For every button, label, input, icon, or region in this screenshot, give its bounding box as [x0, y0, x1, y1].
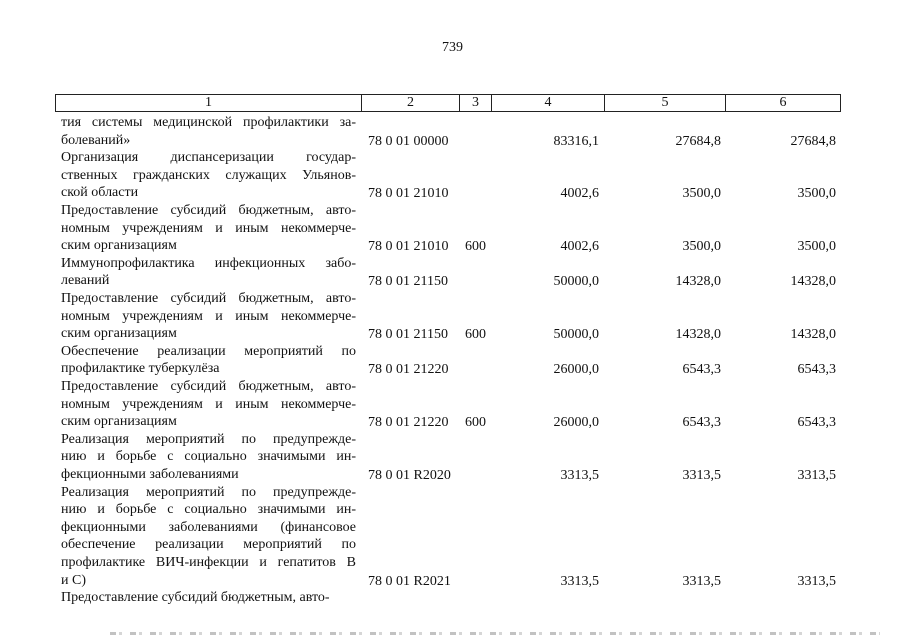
column-header-4: 4: [492, 95, 605, 111]
row-name-line: тия системы медицинской профилактики за-: [61, 115, 356, 130]
row-name: [61, 343, 356, 378]
row-name-line: обеспечение реализации мероприятий по: [61, 537, 356, 553]
scan-artifact: [110, 632, 880, 635]
row-name-line: Иммунопрофилактика инфекционных забо-: [61, 255, 356, 271]
row-name-line: болеваний»: [61, 132, 131, 148]
row-expense-type: 600: [465, 239, 486, 255]
row-value-2021: 6543,3: [797, 362, 836, 378]
row-value-2021: 27684,8: [790, 133, 836, 149]
row-name-line: Предоставление субсидий бюджетным, авто-: [61, 379, 356, 394]
column-header-3: 3: [460, 95, 492, 111]
row-name-line: ственных гражданских служащих Ульянов-: [61, 167, 356, 183]
row-name-line: Предоставление субсидий бюджетным, авто-: [61, 291, 356, 306]
row-name-line: номным учреждениям и иным некоммерче-: [61, 308, 356, 324]
row-code: 78 0 01 21010: [368, 186, 449, 202]
row-value-2021: 3500,0: [797, 186, 836, 202]
row-name-line: Предоставление субсидий бюджетным, авто-: [61, 203, 356, 218]
row-value-2019: 3313,5: [560, 467, 599, 483]
row-name-line: фекционными заболеваниями: [61, 466, 239, 482]
row-name-line: Организация диспансеризации государ-: [61, 150, 356, 166]
row-name: [61, 431, 356, 484]
row-name-line: Предоставление субсидий бюджетным, авто-: [61, 590, 330, 606]
row-name-line: ским организациям: [61, 238, 177, 254]
row-name-line: нию и борьбе с социально значимыми ин-: [61, 502, 356, 518]
row-code: 78 0 01 21150: [368, 327, 448, 343]
row-code: 78 0 01 00000: [368, 133, 449, 149]
row-value-2021: 14328,0: [790, 274, 836, 290]
row-value-2019: 3313,5: [560, 573, 599, 589]
row-name: [61, 378, 356, 431]
row-name: [61, 290, 356, 343]
row-value-2020: 3500,0: [682, 186, 721, 202]
row-code: 78 0 01 21150: [368, 274, 448, 290]
row-name-line: номным учреждениям и иным некоммерче-: [61, 396, 356, 412]
row-name-line: профилактике туберкулёза: [61, 361, 220, 377]
row-name: [61, 202, 356, 255]
row-expense-type: 600: [465, 327, 486, 343]
column-header-5: 5: [605, 95, 726, 111]
column-header-6: 6: [779, 95, 787, 110]
row-value-2019: 4002,6: [560, 239, 599, 255]
row-name-line: профилактике ВИЧ-инфекции и гепатитов В: [61, 554, 356, 570]
row-name-line: и С): [61, 572, 86, 588]
row-value-2021: 6543,3: [797, 415, 836, 431]
row-code: 78 0 01 R2020: [368, 467, 451, 483]
table-header: [55, 94, 841, 112]
row-code: 78 0 01 21220: [368, 362, 449, 378]
row-name-line: ской области: [61, 185, 139, 201]
row-value-2020: 14328,0: [675, 274, 721, 290]
row-value-2019: 50000,0: [553, 274, 599, 290]
row-value-2020: 3500,0: [682, 239, 721, 255]
row-name: [61, 255, 356, 290]
row-code: 78 0 01 21010: [368, 239, 449, 255]
row-name-line: Реализация мероприятий по предупрежде-: [61, 484, 356, 500]
row-name-line: леваний: [61, 273, 110, 289]
column-header-2: 2: [362, 95, 460, 111]
row-name-line: номным учреждениям и иным некоммерче-: [61, 220, 356, 236]
row-value-2020: 6543,3: [682, 415, 721, 431]
row-value-2020: 14328,0: [675, 327, 721, 343]
row-value-2020: 3313,5: [682, 467, 721, 483]
row-value-2019: 26000,0: [553, 415, 599, 431]
row-name: [61, 114, 356, 149]
row-code: 78 0 01 21220: [368, 415, 449, 431]
row-value-2019: 4002,6: [560, 186, 599, 202]
row-value-2021: 3500,0: [797, 239, 836, 255]
row-value-2020: 27684,8: [675, 133, 721, 149]
page-number: 739: [442, 40, 463, 55]
row-name-line: ским организациям: [61, 414, 177, 430]
column-header-1: 1: [56, 95, 362, 111]
row-name: [61, 149, 356, 202]
row-name-line: ским организациям: [61, 326, 177, 342]
row-expense-type: 600: [465, 415, 486, 431]
row-value-2021: 14328,0: [790, 327, 836, 343]
row-value-2020: 6543,3: [682, 362, 721, 378]
row-value-2021: 3313,5: [797, 573, 836, 589]
row-name-line: Обеспечение реализации мероприятий по: [61, 343, 356, 359]
row-value-2019: 26000,0: [553, 362, 599, 378]
row-name-line: Реализация мероприятий по предупрежде-: [61, 431, 356, 447]
row-name: [61, 484, 356, 590]
row-code: 78 0 01 R2021: [368, 573, 451, 589]
row-value-2021: 3313,5: [797, 467, 836, 483]
row-value-2019: 83316,1: [553, 133, 599, 149]
row-value-2019: 50000,0: [553, 327, 599, 343]
row-name-line: нию и борьбе с социально значимыми ин-: [61, 449, 356, 465]
row-name: [61, 589, 356, 607]
row-name-line: фекционными заболеваниями (финансовое: [61, 519, 356, 535]
row-value-2020: 3313,5: [682, 573, 721, 589]
